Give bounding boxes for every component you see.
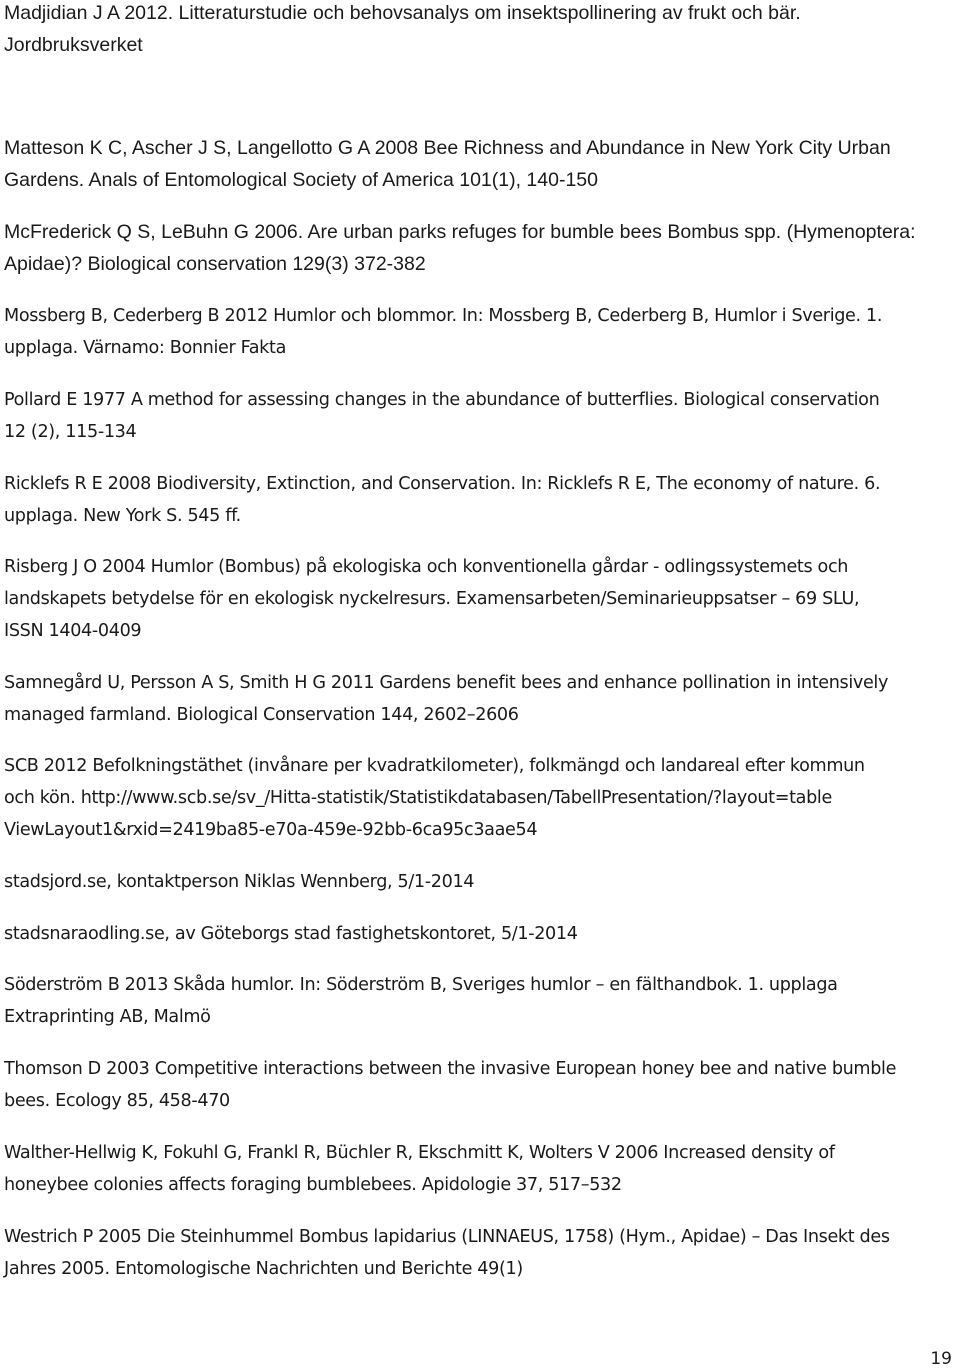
reference-line: ISSN 1404-0409 [4, 621, 142, 641]
reference-line: stadsjord.se, kontaktperson Niklas Wennberg, 5/1-2014 [4, 872, 475, 892]
reference-risberg [4, 551, 956, 647]
reference-mossberg [4, 300, 956, 364]
reference-line: Söderström B 2013 Skåda humlor. In: Söderström B, Sveriges humlor – en fälthandbok. 1. upplaga [4, 975, 838, 995]
reference-westrich [4, 1221, 956, 1285]
reference-line: Pollard E 1977 A method for assessing changes in the abundance of butterflies. Biological conservation [4, 390, 880, 410]
reference-madjidian [4, 0, 956, 61]
reference-walther-hellwig [4, 1137, 956, 1201]
reference-line: och kön. http://www.scb.se/sv_/Hitta-statistik/Statistikdatabasen/TabellPresentation/?layout=table [4, 788, 832, 808]
reference-line: Thomson D 2003 Competitive interactions between the invasive European honey bee and native bumble [4, 1059, 897, 1079]
reference-line: Gardens. Anals of Entomological Society of America 101(1), 140-150 [4, 169, 598, 191]
reference-line: Samnegård U, Persson A S, Smith H G 2011 Gardens benefit bees and enhance pollination in intensively [4, 673, 889, 693]
reference-line: SCB 2012 Befolkningstäthet (invånare per kvadratkilometer), folkmängd och landareal efter kommun [4, 756, 865, 776]
reference-line: Madjidian J A 2012. Litteraturstudie och behovsanalys om insektspollinering av frukt och bär. [4, 2, 801, 24]
reference-line: upplaga. New York S. 545 ff. [4, 506, 241, 526]
reference-scb [4, 750, 956, 846]
reference-ricklefs [4, 468, 956, 532]
reference-line: Jahres 2005. Entomologische Nachrichten und Berichte 49(1) [4, 1259, 523, 1279]
reference-line: managed farmland. Biological Conservation 144, 2602–2606 [4, 705, 519, 725]
reference-thomson [4, 1053, 956, 1117]
reference-line: 12 (2), 115-134 [4, 422, 137, 442]
reference-line: Walther-Hellwig K, Fokuhl G, Frankl R, Büchler R, Ekschmitt K, Wolters V 2006 Increased density of [4, 1143, 835, 1163]
reference-line: upplaga. Värnamo: Bonnier Fakta [4, 338, 286, 358]
reference-line: Extraprinting AB, Malmö [4, 1007, 211, 1027]
reference-line: Apidae)? Biological conservation 129(3) 372-382 [4, 253, 426, 275]
reference-line: Mossberg B, Cederberg B 2012 Humlor och blommor. In: Mossberg B, Cederberg B, Humlor i Sverige. 1. [4, 306, 883, 326]
reference-line: bees. Ecology 85, 458-470 [4, 1091, 230, 1111]
page-number: 19 [930, 1349, 952, 1369]
reference-soderstrom [4, 969, 956, 1033]
reference-stadsnaraodling [4, 918, 956, 950]
reference-line: Westrich P 2005 Die Steinhummel Bombus lapidarius (LINNAEUS, 1758) (Hym., Apidae) – Das Insekt des [4, 1227, 890, 1247]
reference-stadsjord [4, 866, 956, 898]
reference-line: ViewLayout1&rxid=2419ba85-e70a-459e-92bb-6ca95c3aae54 [4, 820, 538, 840]
reference-line: landskapets betydelse för en ekologisk nyckelresurs. Examensarbeten/Seminarieuppsatser – 69 SLU, [4, 589, 860, 609]
reference-line: McFrederick Q S, LeBuhn G 2006. Are urban parks refuges for bumble bees Bombus spp. (Hymenoptera: [4, 221, 916, 243]
reference-line: stadsnaraodling.se, av Göteborgs stad fastighetskontoret, 5/1-2014 [4, 924, 578, 944]
reference-line: honeybee colonies affects foraging bumblebees. Apidologie 37, 517–532 [4, 1175, 622, 1195]
reference-line: Jordbruksverket [4, 34, 143, 56]
reference-pollard [4, 384, 956, 448]
reference-line: Ricklefs R E 2008 Biodiversity, Extinction, and Conservation. In: Ricklefs R E, The economy of nature. 6. [4, 474, 881, 494]
reference-mcfrederick [4, 216, 956, 280]
reference-line: Matteson K C, Ascher J S, Langellotto G A 2008 Bee Richness and Abundance in New York City Urban [4, 137, 891, 159]
reference-matteson [4, 132, 956, 196]
reference-samnegard [4, 667, 956, 731]
reference-line: Risberg J O 2004 Humlor (Bombus) på ekologiska och konventionella gårdar - odlingssystemets och [4, 557, 849, 577]
